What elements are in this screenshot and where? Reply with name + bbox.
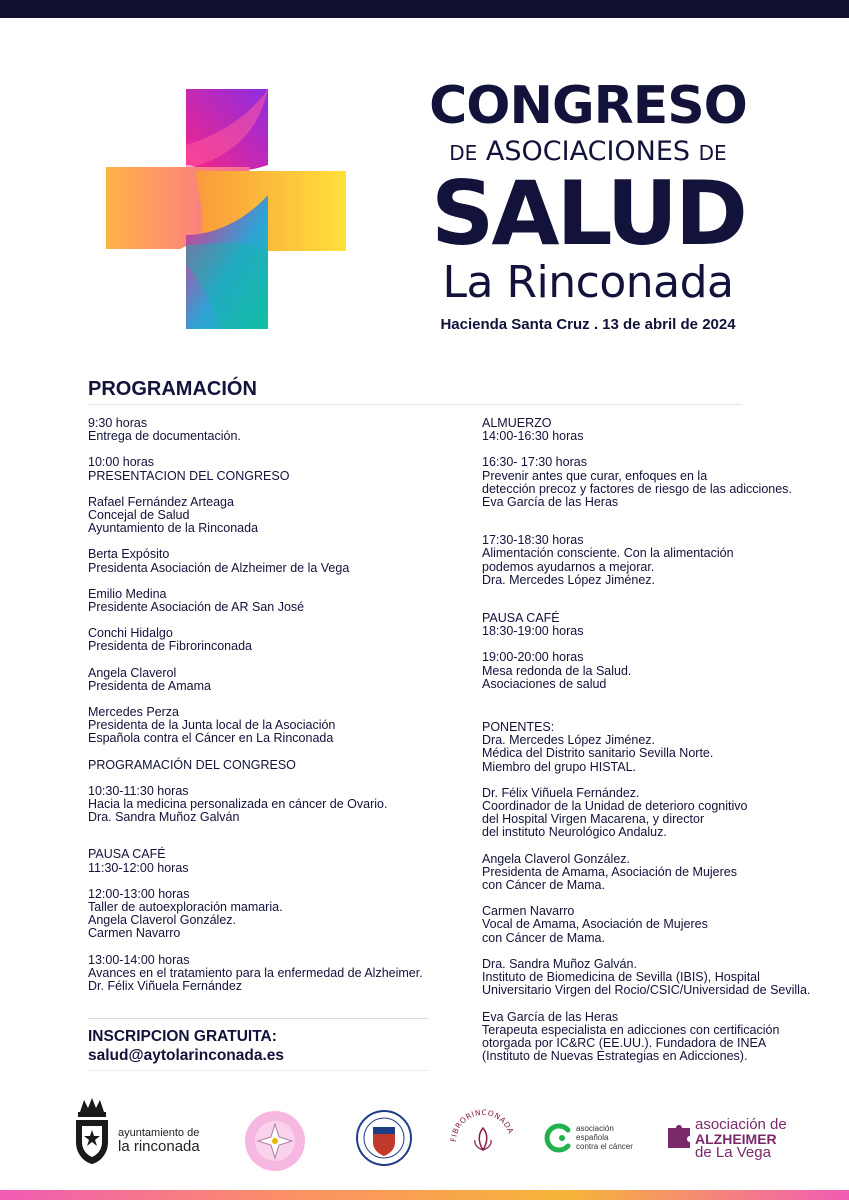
program-entry: Dra. Sandra Muñoz Galván. Instituto de Biomedicina de Sevilla (IBIS), Hospital Universitario Virgen del Rocio/CSIC/Universidad de Sevilla. <box>482 956 811 998</box>
program-entry: Mercedes Perza Presidenta de la Junta local de la Asociación Española contra el Cáncer en La Rinconada <box>88 705 336 746</box>
alzheimer-line1: asociación de <box>695 1116 787 1133</box>
aecc-logo-text <box>576 1124 633 1151</box>
registration-divider-top <box>88 1018 428 1019</box>
program-entry: PONENTES: Dra. Mercedes López Jiménez. Médica del Distrito sanitario Sevilla Norte. Miembro del grupo HISTAL. <box>482 720 714 774</box>
aecc-line2: española <box>576 1133 609 1142</box>
program-entry: PAUSA CAFÉ 11:30-12:00 horas <box>88 847 189 875</box>
program-title: PROGRAMACIÓN <box>88 378 257 400</box>
program-entry: Emilio Medina Presidente Asociación de AR San José <box>88 586 305 615</box>
title-salud: SALUD <box>431 162 745 265</box>
program-entry: 13:00-14:00 horas Avances en el tratamiento para la enfermedad de Alzheimer. Dr. Félix Viñuela Fernández <box>88 952 423 994</box>
program-entry: Rafael Fernández Arteaga Concejal de Salud Ayuntamiento de la Rinconada <box>88 494 259 536</box>
aecc-line1: asociación <box>576 1124 614 1133</box>
program-entry: Carmen Navarro Vocal de Amama, Asociación de Mujeres con Cáncer de Mama. <box>482 904 708 945</box>
program-entry: Eva García de las Heras Terapeuta especialista en adicciones con certificación otorgada por IC&RC (EE.UU.). Fundadora de INEA (Instituto de Nuevas Estrategias en Adicciones). <box>482 1009 780 1064</box>
program-entry: Dr. Félix Viñuela Fernández. Coordinador de la Unidad de deterioro cognitivo del Hospital Virgen Macarena, y director del instituto Neurológico Andaluz. <box>482 785 748 840</box>
program-divider <box>88 404 742 405</box>
venue-date: Hacienda Santa Cruz . 13 de abril de 2024 <box>440 316 736 333</box>
program-left-column <box>88 417 458 1006</box>
alzheimer-line2: ALZHEIMER <box>695 1131 777 1147</box>
program-entry: 9:30 horas Entrega de documentación. <box>88 416 241 444</box>
title-block <box>418 78 758 337</box>
fibrorinconada-logo-icon <box>448 1104 518 1168</box>
ayuntamiento-logo-text <box>118 1128 200 1155</box>
health-cross-logo <box>100 85 352 333</box>
program-entry: 19:00-20:00 horas Mesa redonda de la Salud. Asociaciones de salud <box>482 650 632 691</box>
alzheimer-puzzle-icon <box>666 1122 692 1150</box>
program-entry: Conchi Hidalgo Presidenta de Fibrorinconada <box>88 626 252 654</box>
ayuntamiento-crest-icon <box>72 1096 112 1166</box>
program-entry: Angela Claverol Presidenta de Amama <box>88 665 211 693</box>
program-entry: 17:30-18:30 horas Alimentación consciente. Con la alimentación podemos ayudarnos a mejorar. Dra. Mercedes López Jiménez. <box>482 533 734 587</box>
aecc-logo-icon <box>542 1122 574 1154</box>
fibrorinconada-arc-text: FIBRORINCONADA <box>448 1107 516 1143</box>
program-entry: PROGRAMACIÓN DEL CONGRESO <box>88 757 296 772</box>
top-bar <box>0 0 849 18</box>
program-entry: PAUSA CAFÉ 18:30-19:00 horas <box>482 611 584 639</box>
ayuntamiento-line2: la rinconada <box>118 1138 200 1155</box>
alzheimer-line3: de La Vega <box>695 1144 771 1161</box>
program-entry: 12:00-13:00 horas Taller de autoexploración mamaria. Angela Claverol González. Carmen Navarro <box>88 886 283 941</box>
registration-block <box>88 1027 284 1065</box>
amama-logo-icon <box>244 1110 306 1172</box>
program-entry: ALMUERZO 14:00-16:30 horas <box>482 416 584 444</box>
bottom-gradient-bar <box>0 1190 849 1200</box>
program-entry: 10:30-11:30 horas Hacia la medicina personalizada en cáncer de Ovario. Dra. Sandra Muñoz Galván <box>88 783 388 825</box>
program-entry: 10:00 horas PRESENTACION DEL CONGRESO <box>88 455 290 483</box>
svg-text:FIBRORINCONADA <box>449 1108 516 1142</box>
title-asociaciones-word: ASOCIACIONES <box>485 136 691 167</box>
program-right-column <box>482 417 837 1076</box>
aecc-line3: contra el cáncer <box>576 1142 633 1151</box>
registration-email[interactable]: salud@aytolarinconada.es <box>88 1047 285 1064</box>
title-la-rinconada: La Rinconada <box>442 257 734 308</box>
program-entry: Angela Claverol González. Presidenta de Amama, Asociación de Mujeres con Cáncer de Mama. <box>482 851 737 893</box>
registration-label: INSCRIPCION GRATUITA: <box>88 1028 277 1045</box>
title-de-2: DE <box>698 141 727 165</box>
alzheimer-logo-text <box>695 1118 787 1160</box>
title-congreso: CONGRESO <box>429 76 747 136</box>
registration-divider-bottom <box>88 1070 428 1071</box>
title-de-1: DE <box>449 141 478 165</box>
ayuntamiento-line1: ayuntamiento de <box>118 1127 200 1139</box>
program-entry: Berta Expósito Presidenta Asociación de Alzheimer de la Vega <box>88 547 350 575</box>
program-entry: 16:30- 17:30 horas Prevenir antes que curar, enfoques en la detección precoz y factores de riesgo de las adicciones. Eva García de las Heras <box>482 455 792 510</box>
ar-san-jose-logo-icon <box>356 1110 412 1166</box>
